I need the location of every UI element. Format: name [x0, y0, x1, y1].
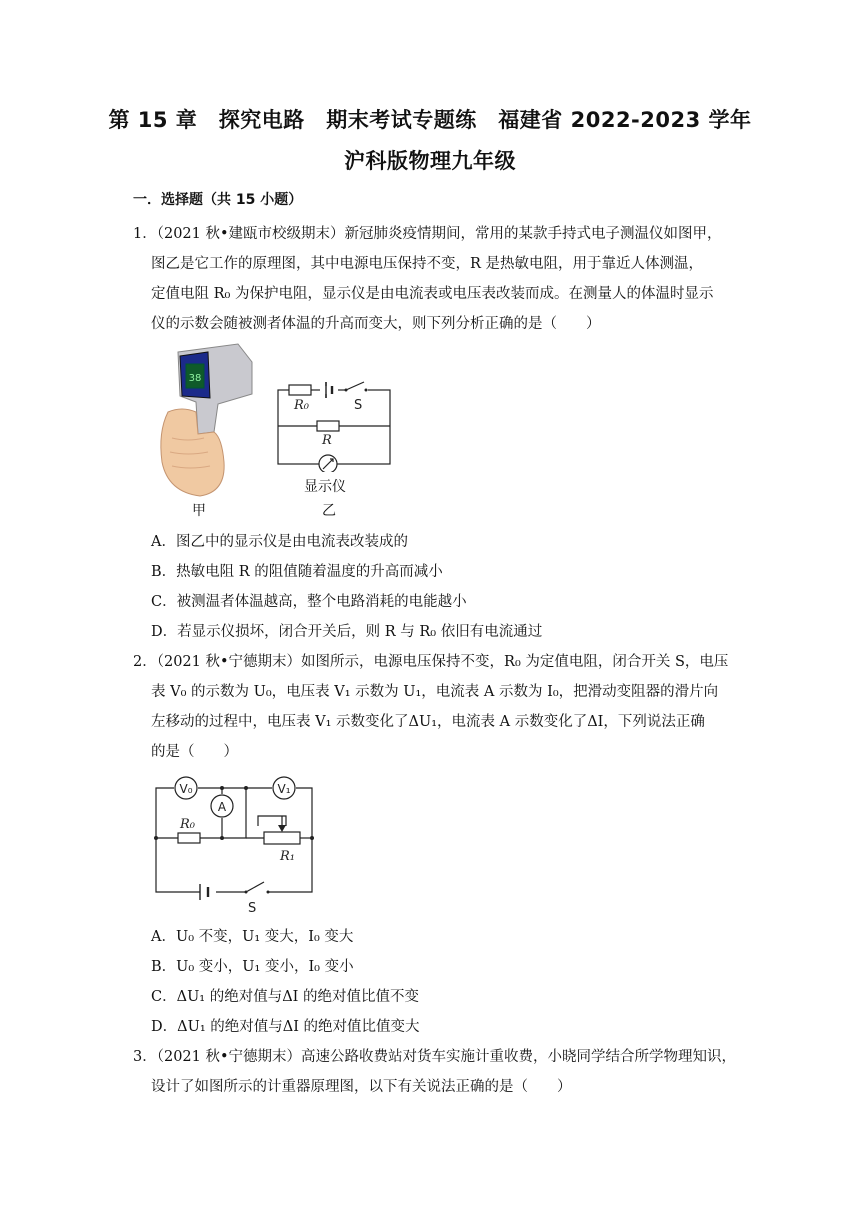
q2-option-b[interactable]: B．U₀ 变小，U₁ 变小，I₀ 变小 [151, 959, 354, 975]
q1-option-c[interactable]: C．被测温者体温越高，整个电路消耗的电能越小 [151, 594, 467, 610]
q1-option-a[interactable]: A．图乙中的显示仪是由电流表改装成的 [151, 534, 408, 550]
q2-option-a[interactable]: A．U₀ 不变，U₁ 变大，I₀ 变大 [151, 929, 354, 945]
v1-label: V₁ [277, 782, 291, 796]
section-heading: 一．选择题（共 15 小题） [133, 192, 303, 208]
q1-circuit-diagram [270, 372, 400, 472]
q3-stem-line: 3．（2021 秋•宁德期末）高速公路收费站对货车实施计重收费，小晓同学结合所学物理知识， [133, 1049, 737, 1065]
r-resistor [317, 421, 339, 431]
r0-label: R₀ [294, 398, 309, 413]
q2-option-d[interactable]: D．ΔU₁ 的绝对值与ΔI 的绝对值比值变大 [151, 1019, 420, 1035]
q1-stem-line: 1．（2021 秋•建瓯市校级期末）新冠肺炎疫情期间，常用的某款手持式电子测温仪如图甲， [133, 226, 722, 242]
figure-label-yi: 乙 [322, 503, 336, 519]
q2-option-c[interactable]: C．ΔU₁ 的绝对值与ΔI 的绝对值比值不变 [151, 989, 420, 1005]
q2-circuit-diagram [146, 770, 326, 915]
r0-resistor [289, 385, 311, 395]
display-label: 显示仪 [304, 479, 346, 495]
q2-stem-line: 表 V₀ 的示数为 U₀，电压表 V₁ 示数为 U₁，电流表 A 示数为 I₀，把滑动变阻器的滑片向 [151, 684, 719, 700]
svg-text:38: 38 [188, 373, 202, 384]
q2-stem-line: 2．（2021 秋•宁德期末）如图所示，电源电压保持不变，R₀ 为定值电阻，闭合开关 S，电压 [133, 654, 729, 670]
r1-label: R₁ [280, 849, 295, 864]
switch-s [246, 882, 264, 892]
document-title-line-2: 沪科版物理九年级 [344, 149, 516, 173]
r1-rheostat [264, 832, 300, 844]
r0-resistor [178, 833, 200, 843]
q1-stem-line: 仪的示数会随被测者体温的升高而变大，则下列分析正确的是（ ） [151, 316, 601, 332]
q1-stem-line: 定值电阻 R₀ 为保护电阻，显示仪是由电流表或电压表改装而成。在测量人的体温时显示 [151, 286, 714, 302]
thermometer-illustration [148, 342, 268, 502]
q2-stem-line: 的是（ ） [151, 744, 238, 760]
q1-stem-line: 图乙是它工作的原理图，其中电源电压保持不变，R 是热敏电阻，用于靠近人体测温， [151, 256, 704, 272]
q2-stem-line: 左移动的过程中，电压表 V₁ 示数变化了ΔU₁，电流表 A 示数变化了ΔI，下列说法正确 [151, 714, 705, 730]
q1-option-b[interactable]: B．热敏电阻 R 的阻值随着温度的升高而减小 [151, 564, 443, 580]
s-label: S [354, 398, 363, 413]
v0-label: V₀ [179, 782, 193, 796]
r0-label: R₀ [180, 817, 195, 832]
a-label: A [217, 800, 227, 814]
document-title-line-1: 第 15 章 探究电路 期末考试专题练 福建省 2022-2023 学年 [108, 108, 752, 132]
figure-label-jia: 甲 [192, 503, 206, 519]
s-label: S [248, 901, 257, 915]
q3-stem-line: 设计了如图所示的计重器原理图，以下有关说法正确的是（ ） [151, 1079, 572, 1095]
q1-option-d[interactable]: D．若显示仪损坏，闭合开关后，则 R 与 R₀ 依旧有电流通过 [151, 624, 543, 640]
r-label: R [322, 433, 332, 448]
